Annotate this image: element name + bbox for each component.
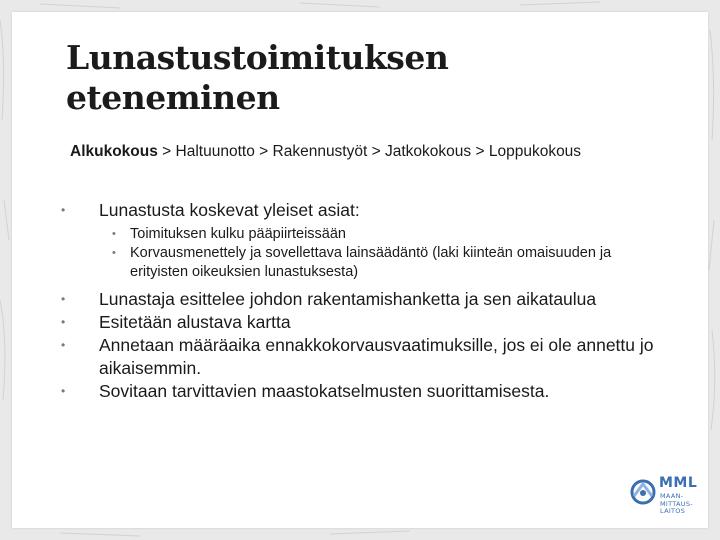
bullet-dot: • bbox=[61, 292, 66, 306]
sub-bullet-text: Toimituksen kulku pääpiirteissään bbox=[130, 226, 346, 242]
breadcrumb-step-loppukokous: Loppukokous bbox=[488, 143, 582, 160]
bullet-item bbox=[56, 288, 656, 311]
breadcrumb-separator: > bbox=[371, 143, 381, 160]
breadcrumb-step-alkukokous: Alkukokous bbox=[70, 143, 158, 160]
bullet-dot: • bbox=[61, 315, 66, 329]
bullet-item bbox=[56, 334, 656, 380]
bullet-item bbox=[56, 311, 656, 334]
logo-subtitle: MAAN-MITTAUS-LAITOS bbox=[660, 492, 693, 515]
title-line-1: Lunastustoimituksen bbox=[66, 38, 449, 77]
bullet-dot: • bbox=[61, 338, 66, 352]
bullet-text: Lunastaja esittelee johdon rakentamishanketta ja sen aikataulua bbox=[99, 289, 597, 309]
bullet-dot: • bbox=[61, 384, 66, 398]
bullet-list bbox=[56, 199, 656, 403]
bullet-text: Annetaan määräaika ennakkokorvausvaatimuksille, jos ei ole annettu jo aikaisemmin. bbox=[99, 335, 654, 378]
sub-bullet-item bbox=[56, 244, 656, 282]
mml-logo bbox=[629, 474, 699, 520]
breadcrumb-step-haltuunotto: Haltuunotto bbox=[175, 143, 255, 160]
title-line-2: eteneminen bbox=[66, 78, 280, 117]
bullet-dot: • bbox=[61, 203, 66, 217]
logo-name: MML bbox=[659, 475, 698, 491]
sub-bullet-dot: • bbox=[112, 247, 116, 259]
bullet-text: Sovitaan tarvittavien maastokatselmusten suorittamisesta. bbox=[99, 381, 550, 401]
bullet-item bbox=[56, 199, 656, 222]
breadcrumb-separator: > bbox=[475, 143, 485, 160]
breadcrumb-step-rakennustyot: Rakennustyöt bbox=[272, 143, 368, 160]
sub-bullet-dot: • bbox=[112, 228, 116, 240]
mml-logo-mark-icon bbox=[629, 478, 657, 506]
bullet-item bbox=[56, 380, 656, 403]
breadcrumb-separator: > bbox=[162, 143, 172, 160]
bullet-text: Esitetään alustava kartta bbox=[99, 312, 291, 332]
slide-title bbox=[66, 38, 626, 118]
sub-bullet-item bbox=[56, 225, 656, 244]
bullet-text: Lunastusta koskevat yleiset asiat: bbox=[99, 200, 360, 220]
breadcrumb-step-jatkokokous: Jatkokokous bbox=[384, 143, 472, 160]
breadcrumb-separator: > bbox=[259, 143, 269, 160]
sub-bullet-text: Korvausmenettely ja sovellettava lainsäädäntö (laki kiinteän omaisuuden ja erityisten oikeuksien lunastuksesta) bbox=[130, 245, 612, 280]
process-breadcrumb bbox=[70, 143, 690, 161]
